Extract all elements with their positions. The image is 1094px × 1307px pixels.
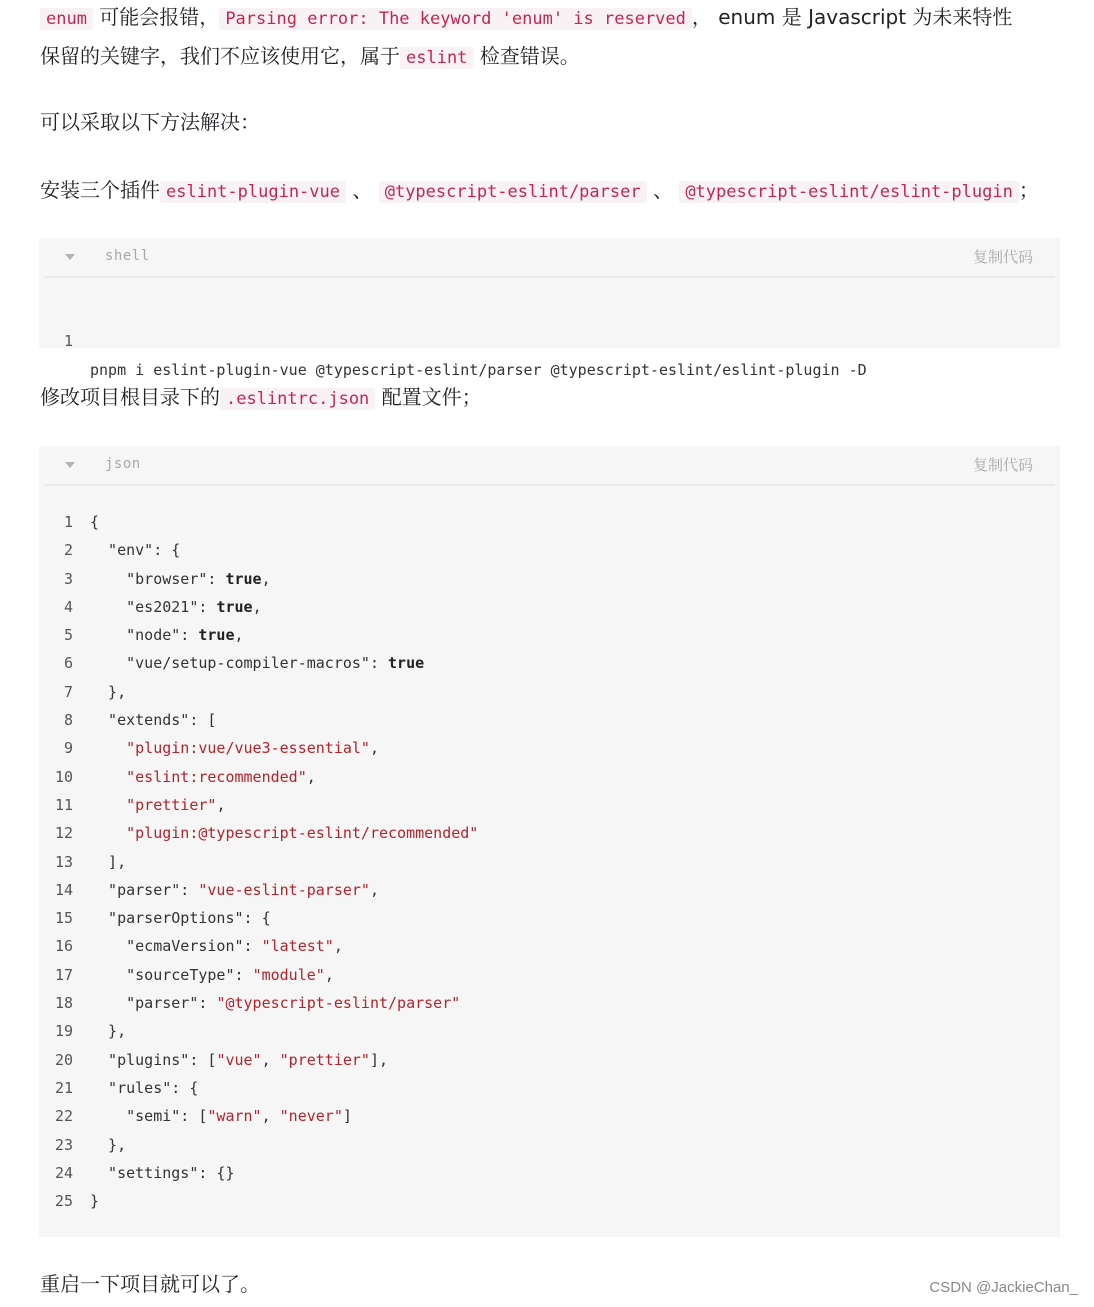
separator: 、 xyxy=(646,178,680,202)
collapse-caret-icon[interactable] xyxy=(65,254,75,260)
para1-text-a: 可能会报错， xyxy=(92,5,220,29)
copy-code-button[interactable]: 复制代码 xyxy=(972,248,1033,266)
line-number: 10 xyxy=(54,767,73,786)
line-number: 8 xyxy=(63,711,73,730)
para4-text-a: 修改项目根目录下的 xyxy=(40,385,220,409)
line-number: 18 xyxy=(54,994,73,1013)
line-number: 15 xyxy=(54,909,73,928)
para1-text-d: 检查错误。 xyxy=(473,44,580,68)
code-language-label: shell xyxy=(105,248,150,264)
line-number: 2 xyxy=(63,541,73,560)
line-number: 22 xyxy=(54,1107,73,1126)
csdn-watermark: CSDN @JackieChan_ xyxy=(929,1279,1078,1296)
line-number: 21 xyxy=(54,1078,73,1097)
line-number: 17 xyxy=(54,965,73,984)
line-number: 14 xyxy=(54,880,73,899)
code-line: 16 "ecmaVersion": "latest", xyxy=(39,932,1060,960)
code-line: 14 "parser": "vue-eslint-parser", xyxy=(39,876,1060,904)
code-language-label: json xyxy=(105,456,141,472)
install-plugins-paragraph xyxy=(40,172,1060,211)
code-line: 18 "parser": "@typescript-eslint/parser" xyxy=(39,989,1060,1017)
code-line: 23 }, xyxy=(39,1131,1060,1159)
code-line: 19 }, xyxy=(39,1017,1060,1045)
line-number: 11 xyxy=(54,795,73,814)
solution-intro: 可以采取以下方法解决： xyxy=(40,110,260,134)
code-line: 25 } xyxy=(39,1187,1060,1215)
line-number: 24 xyxy=(54,1163,73,1182)
code-line: 20 "plugins": ["vue", "prettier"], xyxy=(39,1046,1060,1074)
line-number: 9 xyxy=(63,739,73,758)
line-number: 6 xyxy=(63,654,73,673)
json-code-block xyxy=(39,446,1060,1237)
line-number: 25 xyxy=(54,1192,73,1211)
separator: 、 xyxy=(346,178,379,202)
line-number: 13 xyxy=(54,852,73,871)
inline-code-ts-plugin: @typescript-eslint/eslint-plugin xyxy=(679,181,1019,203)
copy-code-button[interactable]: 复制代码 xyxy=(972,456,1033,474)
code-block-header xyxy=(44,238,1055,278)
para3-text-b: ； xyxy=(1018,178,1039,202)
code-line: 5 "node": true, xyxy=(39,621,1060,649)
code-line: 6 "vue/setup-compiler-macros": true xyxy=(39,649,1060,677)
code-line: 3 "browser": true, xyxy=(39,565,1060,593)
code-line: 7 }, xyxy=(39,678,1060,706)
code-line: 10 "eslint:recommended", xyxy=(39,763,1060,791)
line-content: pnpm i eslint-plugin-vue @typescript-eslint/parser @typescript-eslint/eslint-plugin -D xyxy=(90,360,867,379)
shell-code-block xyxy=(39,238,1060,379)
para1-text-b: ， enum 是 Javascript 为未来特性 xyxy=(691,5,1013,29)
inline-code-enum: enum xyxy=(40,8,93,30)
code-line xyxy=(39,299,1060,379)
line-number: 1 xyxy=(63,332,73,351)
code-body xyxy=(39,486,1060,1215)
code-line: 4 "es2021": true, xyxy=(39,593,1060,621)
line-number: 23 xyxy=(54,1135,73,1154)
code-line: 24 "settings": {} xyxy=(39,1159,1060,1187)
code-body xyxy=(39,278,1060,379)
intro-paragraph xyxy=(40,0,1060,77)
line-number: 3 xyxy=(63,569,73,588)
line-number: 4 xyxy=(63,597,73,616)
code-line: 1 { xyxy=(39,508,1060,536)
inline-code-plugin-vue: eslint-plugin-vue xyxy=(160,181,346,203)
para1-text-c: 保留的关键字，我们不应该使用它，属于 xyxy=(40,44,400,68)
line-number: 1 xyxy=(63,513,73,531)
code-line: 12 "plugin:@typescript-eslint/recommended" xyxy=(39,819,1060,847)
inline-code-eslintrc: .eslintrc.json xyxy=(220,388,375,410)
code-line: 2 "env": { xyxy=(39,536,1060,564)
line-number: 12 xyxy=(54,824,73,843)
code-line: 9 "plugin:vue/vue3-essential", xyxy=(39,734,1060,762)
code-block-header xyxy=(44,446,1055,486)
para3-text-a: 安装三个插件 xyxy=(40,178,160,202)
code-line: 15 "parserOptions": { xyxy=(39,904,1060,932)
line-number: 20 xyxy=(54,1050,73,1069)
line-number: 19 xyxy=(54,1022,73,1041)
code-line: 13 ], xyxy=(39,848,1060,876)
line-number: 5 xyxy=(63,626,73,645)
code-line: 17 "sourceType": "module", xyxy=(39,961,1060,989)
inline-code-parsing-error: Parsing error: The keyword 'enum' is reserved xyxy=(219,8,692,30)
code-line: 21 "rules": { xyxy=(39,1074,1060,1102)
collapse-caret-icon[interactable] xyxy=(65,462,75,468)
inline-code-ts-parser: @typescript-eslint/parser xyxy=(379,181,647,203)
code-line: 11 "prettier", xyxy=(39,791,1060,819)
closing-paragraph: 重启一下项目就可以了。 xyxy=(40,1272,260,1296)
line-number: 7 xyxy=(63,682,73,701)
modify-config-paragraph xyxy=(40,379,1060,418)
para4-text-b: 配置文件； xyxy=(375,385,482,409)
inline-code-eslint: eslint xyxy=(400,47,473,69)
code-line: 22 "semi": ["warn", "never"] xyxy=(39,1102,1060,1130)
line-number: 16 xyxy=(54,937,73,956)
code-line: 8 "extends": [ xyxy=(39,706,1060,734)
